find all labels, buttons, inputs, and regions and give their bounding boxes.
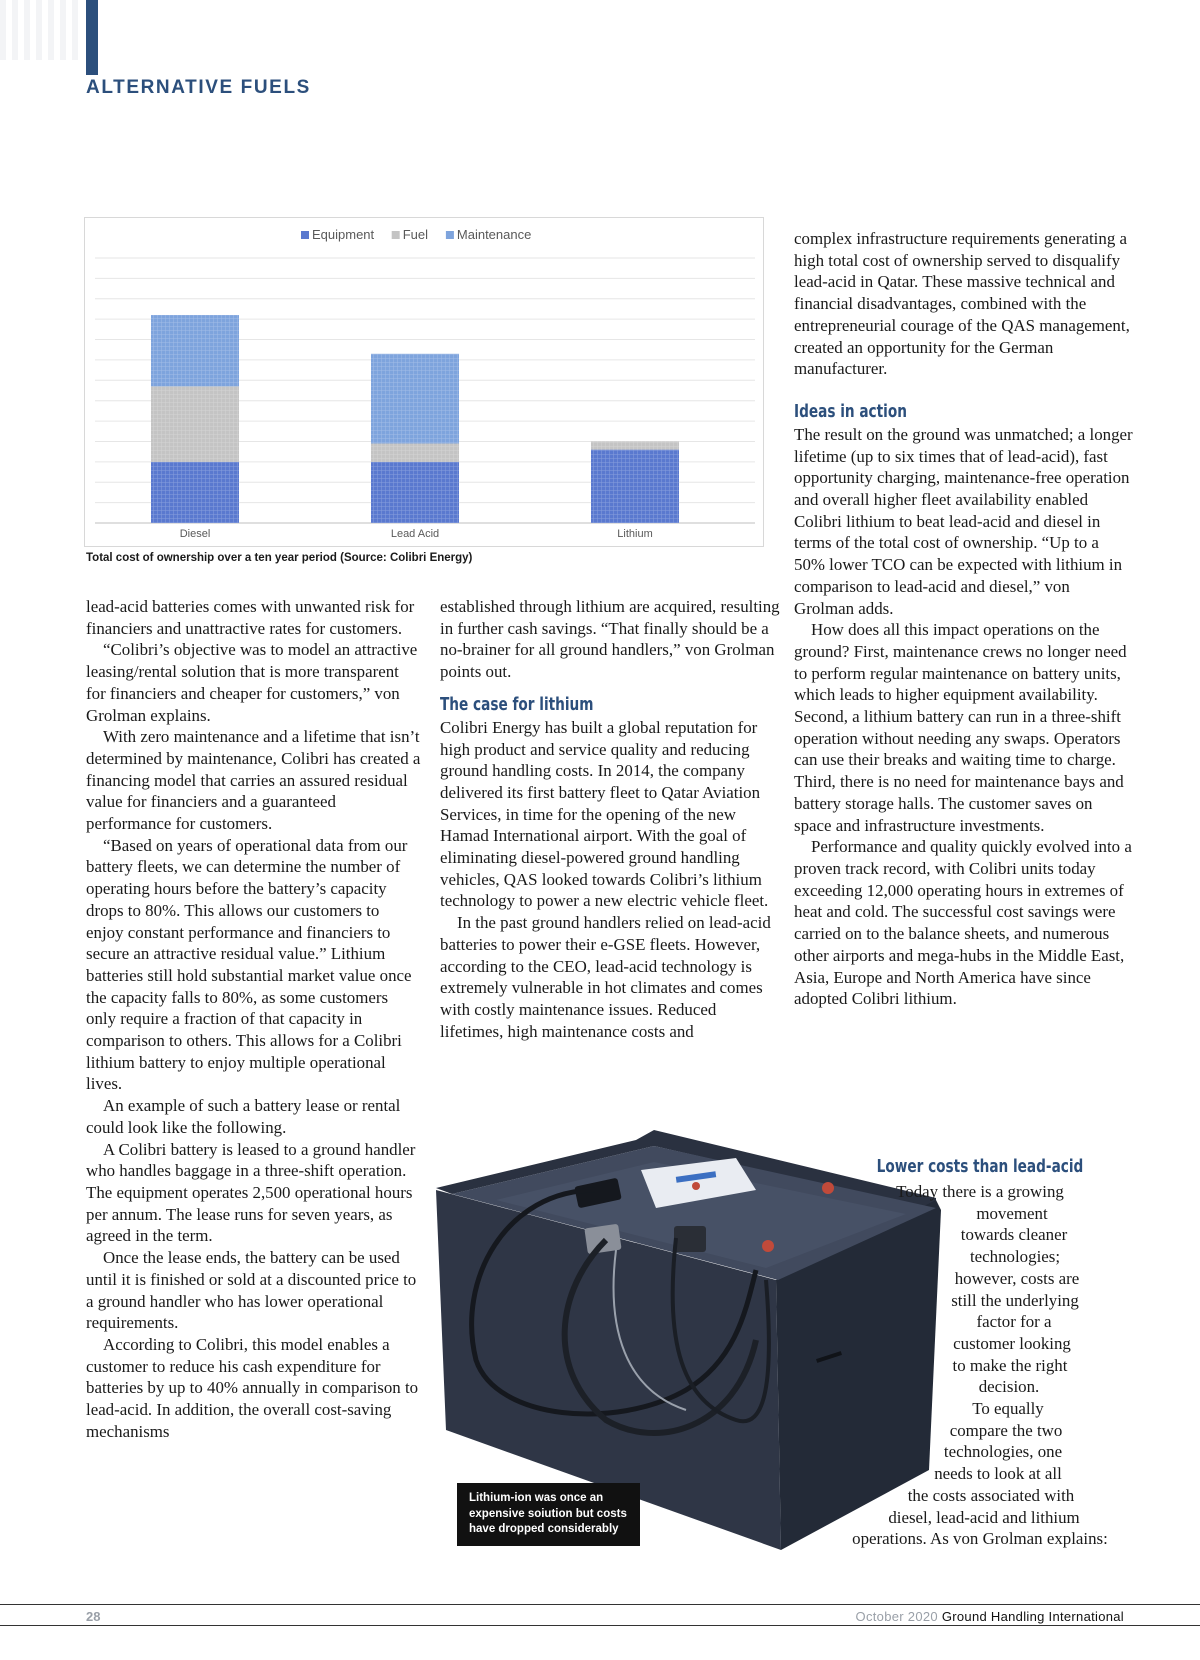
article-column-1	[86, 596, 421, 1442]
section-accent-bar	[86, 0, 98, 75]
decorative-pattern	[0, 0, 82, 60]
paragraph: complex infrastructure requirements generating a high total cost of ownership served to disqualify lead-acid in Qatar. These massive technical and financial disadvantages, combined with the entrepreneurial courage of the QAS management, created an opportunity for the German manufacturer.	[794, 229, 1130, 379]
legend-swatch	[392, 231, 400, 239]
chart-svg	[85, 218, 765, 548]
paragraph: “Colibri’s objective was to model an attractive leasing/rental solution that is more transparent for financiers and cheaper for customers,” von Grolman explains.	[86, 640, 418, 725]
wrap-line: operations. As von Grolman explains:	[852, 1529, 1108, 1549]
wrap-line: compare the two	[949, 1420, 1063, 1440]
bar-texture	[371, 462, 459, 523]
x-tick-label: Diesel	[179, 528, 211, 540]
subheading-ideas-in-action: Ideas in action	[794, 401, 907, 422]
article-column-3	[794, 228, 1134, 1010]
article-column-2	[440, 596, 780, 1042]
footer-publication	[856, 1609, 1124, 1624]
paragraph: The result on the ground was unmatched; a longer lifetime (up to six times that of lead-acid), fast opportunity charging, maintenance-free operation and overall higher fleet availability enabled Colibri lithium to beat lead-acid and diesel in terms of the total cost of ownership. “Up to a 50% lower TCO can be expected with lithium in comparison to lead-acid and diesel,” von Grolman adds.	[794, 424, 1133, 618]
paragraph: With zero maintenance and a lifetime that isn’t determined by maintenance, Colibri has created a financing model that carries an assured residual value for financiers and a guaranteed performance for customers.	[86, 727, 421, 834]
tco-chart	[84, 217, 764, 547]
footer-rule	[0, 1625, 1200, 1626]
bar-texture	[151, 315, 239, 386]
bar-texture	[151, 386, 239, 461]
chart-caption: Total cost of ownership over a ten year period (Source: Colibri Energy)	[86, 552, 473, 564]
wrap-line: technologies, one	[943, 1442, 1063, 1462]
subheading-case-for-lithium: The case for lithium	[440, 694, 594, 715]
footer-rule	[0, 1604, 1200, 1605]
wrap-line: movement	[976, 1203, 1048, 1223]
wrap-line: Today there is a growing	[896, 1182, 1064, 1201]
paragraph: In the past ground handlers relied on lead-acid batteries to power their e-GSE fleets. However, according to the CEO, lead-acid technology is extremely vulnerable in hot climates and comes with costly maintenance issues. Reduced lifetimes, high maintenance costs and	[440, 913, 771, 1041]
paragraph: Performance and quality quickly evolved into a proven track record, with Colibri units today exceeding 12,000 operating hours in extremes of heat and cold. The successful cost savings were carried on to the balance sheets, and numerous other airports and mega-hubs in the Middle East, Asia, Europe and North America have since adopted Colibri lithium.	[794, 837, 1132, 1009]
wrap-line: to make the right	[952, 1355, 1068, 1375]
paragraph: An example of such a battery lease or rental could look like the following.	[86, 1096, 401, 1137]
subheading-lower-costs: Lower costs than lead-acid	[876, 1157, 1084, 1177]
issue-date: October 2020	[855, 1609, 938, 1624]
bar-texture	[591, 450, 679, 523]
wrap-line: however, costs are	[954, 1268, 1080, 1288]
x-tick-label: Lead Acid	[390, 528, 440, 540]
legend-swatch	[446, 231, 454, 239]
wrap-text-block	[820, 1155, 1140, 1550]
page-number: 28	[86, 1609, 101, 1624]
x-tick-label: Lithium	[617, 528, 653, 540]
legend-swatch	[301, 231, 309, 239]
legend-label: Fuel	[402, 227, 428, 242]
wrap-line: factor for a	[976, 1312, 1052, 1332]
wrap-line: diesel, lead-acid and lithium	[888, 1507, 1080, 1527]
legend-label: Maintenance	[456, 227, 532, 242]
bar-texture	[371, 444, 459, 462]
paragraph: According to Colibri, this model enables a customer to reduce his cash expenditure for batteries by up to 40% annually in comparison to lead-acid. In addition, the overall cost-saving mechanisms	[86, 1334, 419, 1441]
paragraph: established through lithium are acquired, resulting in further cash savings. “That finally should be a no-brainer for all ground handlers,” von Grolman points out.	[440, 597, 780, 682]
wrap-line: still the underlying	[951, 1290, 1079, 1310]
paragraph: A Colibri battery is leased to a ground handler who handles baggage in a three-shift operation. The equipment operates 2,500 operational hours per annum. The lease runs for seven years, as agreed in the term.	[86, 1139, 416, 1246]
publication-name: Ground Handling International	[941, 1609, 1124, 1624]
paragraph: lead-acid batteries comes with unwanted risk for financiers and unattractive rates for customers.	[86, 597, 415, 638]
legend-label: Equipment	[312, 227, 375, 242]
bar-texture	[591, 441, 679, 449]
wrap-line: decision.	[978, 1377, 1040, 1397]
bar-texture	[151, 462, 239, 523]
wrap-line: towards cleaner	[960, 1225, 1068, 1245]
section-label: ALTERNATIVE FUELS	[86, 77, 311, 98]
wrap-line: To equally	[972, 1399, 1044, 1419]
paragraph: Colibri Energy has built a global reputation for high product and service quality and reducing ground handling costs. In 2014, the company delivered its first battery fleet to Qatar Aviation Services, in time for the opening of the new Hamad International airport. With the goal of eliminating diesel-powered ground handling vehicles, QAS looked towards Colibri’s lithium technology to power a new electric vehicle fleet.	[440, 717, 769, 911]
paragraph: Once the lease ends, the battery can be used until it is finished or sold at a discounted price to a ground handler who has lower operational requirements.	[86, 1248, 417, 1333]
photo-caption: Lithium-ion was once an expensive soiution but costs have dropped considerably	[457, 1483, 640, 1546]
wrap-line: technologies;	[969, 1247, 1061, 1267]
wrap-line: the costs associated with	[907, 1485, 1075, 1505]
paragraph: “Based on years of operational data from our battery fleets, we can determine the number of operating hours before the battery’s capacity drops to 80%. This allows our customers to enjoy constant performance and financiers to secure an attractive residual value.” Lithium batteries still hold substantial market value once the capacity falls to 80%, as some customers only require a fraction of that capacity in comparison to others. This allows for a Colibri lithium battery to enjoy multiple operational lives.	[86, 835, 412, 1094]
bar-texture	[371, 354, 459, 444]
paragraph: How does all this impact operations on the ground? First, maintenance crews no longer need to perform regular maintenance on battery units, which leads to higher equipment availability. Second, a lithium battery can run in a three-shift operation without needing any swaps. Operators can use their breaks and waiting time to charge. Third, there is no need for maintenance bays and battery storage halls. The customer saves on space and infrastructure investments.	[794, 620, 1127, 835]
wrap-line: needs to look at all	[934, 1464, 1062, 1484]
wrap-line: customer looking	[953, 1333, 1071, 1353]
